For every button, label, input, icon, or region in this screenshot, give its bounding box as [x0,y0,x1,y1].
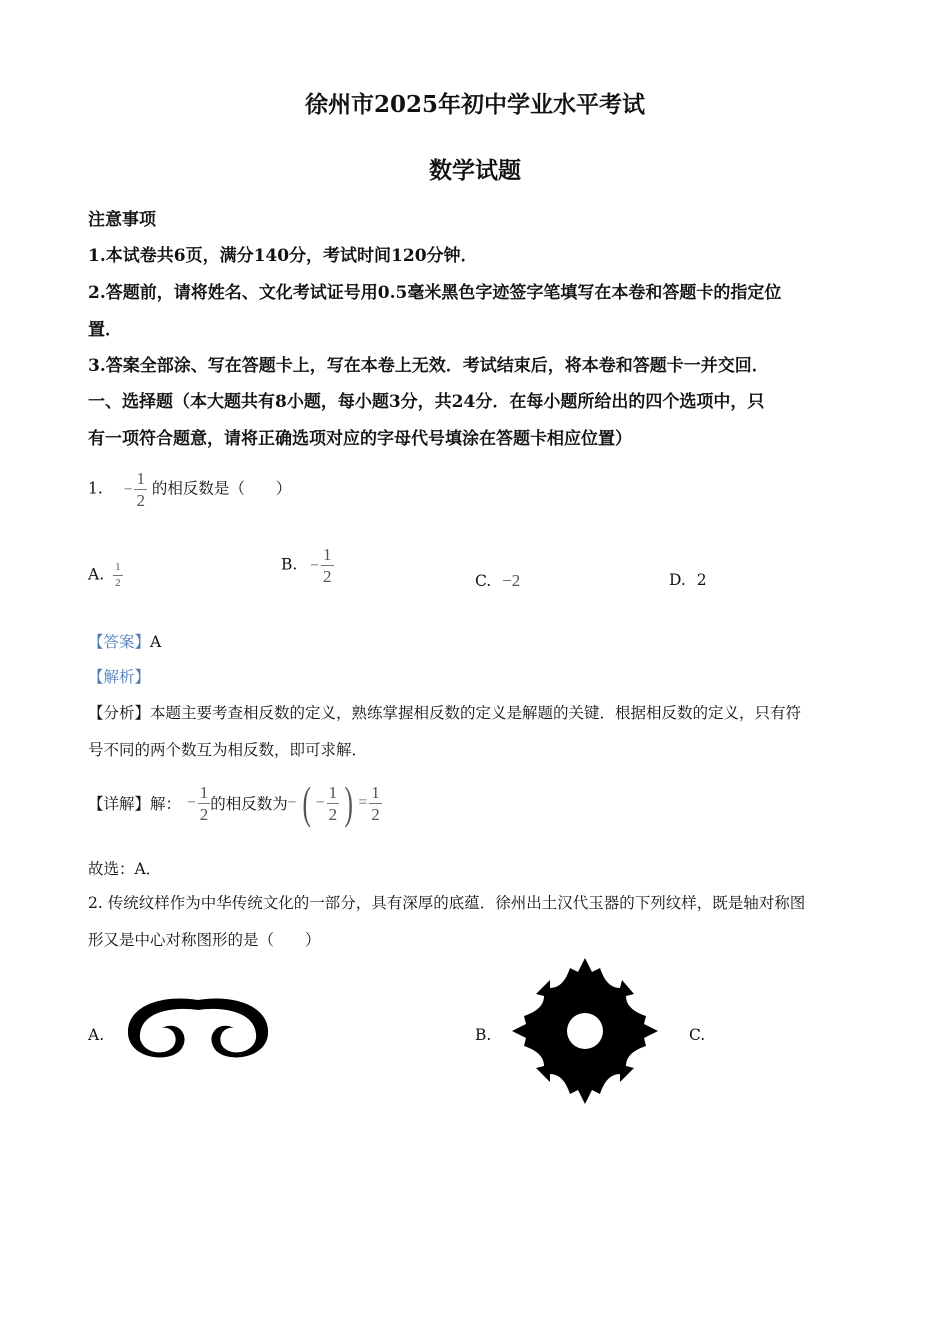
detail-tag: 【详解】 [88,795,151,813]
q1-detail: 【详解】 解： − $\frac{1}{2}$ 的相反数为 − ( − $\frac{1}{2}$ ) = $\frac{1}{2}$ [88,777,380,828]
q1-option-d-value: 2 [696,571,707,589]
q1-option-c-value: −2 [502,571,521,590]
q1-stem [88,470,291,509]
notice-item-1: 1.本试卷共6页，满分140分，考试时间120分钟． [88,246,478,266]
exam-title: 徐州市2025年初中学业水平考试 [304,91,645,118]
q1-minus: − [123,480,133,498]
detail-expression: − ( − $\frac{1}{2}$ ) = $\frac{1}{2}$ [287,777,380,828]
q1-fenxi-line2: 号不同的两个数互为相反数，即可求解． [88,741,368,759]
q1-option-c: C. −2 [475,571,521,590]
notice-item-2-line1: 2.答题前，请将姓名、文化考试证号用0.5毫米黑色字迹签字笔填写在本卷和答题卡的指定位 [88,283,782,303]
q1-option-b: B. − $\frac{1}{2}$ [281,545,332,586]
detail-fraction-2: $\frac{1}{2}$ [328,782,338,824]
q1-answer [88,630,161,652]
four-point-medallion-figure [512,958,658,1104]
answer-tag: 【答案】 [88,633,151,651]
q2-option-b-label: B. [475,1026,492,1044]
q1-math [124,470,147,509]
fenxi-tag: 【分析】 [88,704,151,722]
section-1-line2: 有一项符合题意，请将正确选项对应的字母代号填涂在答题卡相应位置） [88,429,632,449]
detail-fraction-3: $\frac{1}{2}$ [371,782,380,824]
exam-subtitle: 数学试题 [429,157,521,184]
cloud-scroll-pattern-figure [124,990,272,1066]
answer-value: A [150,633,162,651]
notice-item-2-line2: 置． [88,320,122,340]
q2-stem-line1: 2. 传统纹样作为中华传统文化的一部分，具有深厚的底蕴．徐州出土汉代玉器的下列纹样，既是轴对称图 [88,894,806,912]
q2-stem-line2: 形又是中心对称图形的是（ ） [88,931,321,949]
q1-option-b-fraction: $\frac{1}{2}$ [323,545,332,586]
detail-fraction-1: $\frac{1}{2}$ [199,782,209,824]
q1-fraction: $\frac{1}{2}$ [136,469,145,510]
notice-item-3: 3.答案全部涂、写在答题卡上，写在本卷上无效．考试结束后，将本卷和答题卡一并交回． [88,356,769,376]
q2-option-a-label: A. [88,1026,105,1044]
q1-fenxi-line1: 【分析】本题主要考查相反数的定义，熟练掌握相反数的定义是解题的关键．根据相反数的定义，只有符 [88,704,802,722]
notice-heading: 注意事项 [88,210,156,230]
q1-conclusion: 故选：A． [88,860,162,878]
q1-option-a: A. $\frac{1}{2}$ [88,561,121,589]
q1-option-a-fraction: $\frac{1}{2}$ [115,561,121,589]
section-1-line1: 一、选择题（本大题共有8小题，每小题3分，共24分．在每小题所给出的四个选项中，只 [88,392,765,412]
analysis-tag: 【解析】 [88,668,151,686]
q2-option-c-label: C. [689,1026,706,1044]
q1-option-d: D. 2 [669,571,707,589]
q1-number: 1. [88,479,103,498]
q1-stem-text: 的相反数是（ ） [151,479,292,498]
